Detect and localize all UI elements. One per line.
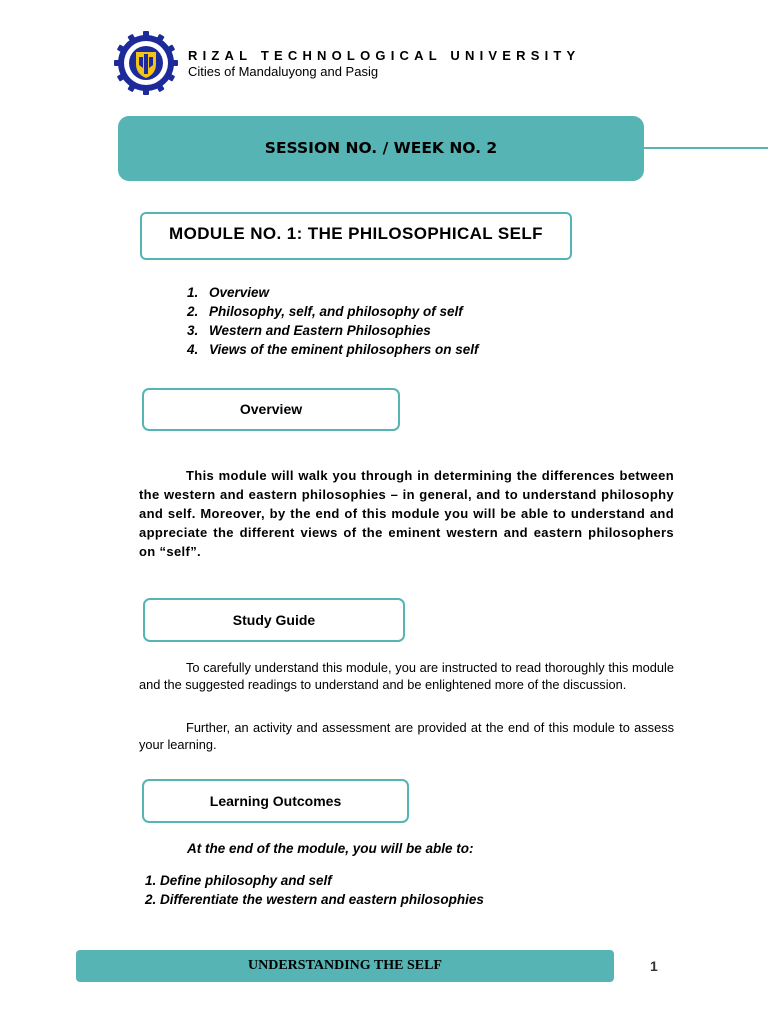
list-item: 4. Views of the eminent philosophers on self <box>187 342 479 357</box>
footer-title: UNDERSTANDING THE SELF <box>248 958 442 973</box>
overview-heading: Overview <box>142 388 400 431</box>
page-number: 1 <box>650 958 658 974</box>
study-guide-paragraph-2: Further, an activity and assessment are provided at the end of this module to assess your learning. <box>139 720 674 752</box>
module-title-box <box>140 212 572 260</box>
study-guide-heading: Study Guide <box>143 598 405 642</box>
list-item: 2. Differentiate the western and eastern philosophies <box>145 892 484 907</box>
session-title: SESSION NO. / WEEK NO. 2 <box>264 139 498 157</box>
module-contents-list <box>187 283 479 359</box>
learning-outcomes-heading: Learning Outcomes <box>142 779 409 823</box>
study-guide-paragraph-1: To carefully understand this module, you are instructed to read thoroughly this module and the suggested readings to understand and be enlightened more of the discussion. <box>139 660 674 692</box>
university-logo <box>113 30 179 96</box>
learning-outcomes-lead: At the end of the module, you will be able to: <box>187 841 474 856</box>
list-item: 2. Philosophy, self, and philosophy of self <box>187 304 463 319</box>
session-banner-line <box>644 147 768 149</box>
university-name: RIZAL TECHNOLOGICAL UNIVERSITY <box>188 48 581 63</box>
overview-body: This module will walk you through in determining the differences between the western and eastern philosophies – in general, and to understand philosophy and self. Moreover, by the end of this module you will be able to understand and appreciate the different views of the eminent western and eastern philosophers on “self”. <box>139 468 674 559</box>
list-item: 1. Overview <box>187 285 270 300</box>
module-title: MODULE NO. 1: THE PHILOSOPHICAL SELF <box>169 224 543 243</box>
list-item: 3. Western and Eastern Philosophies <box>187 323 431 338</box>
learning-outcomes-list <box>145 871 484 909</box>
university-location: Cities of Mandaluyong and Pasig <box>188 64 379 79</box>
list-item: 1. Define philosophy and self <box>145 873 332 888</box>
